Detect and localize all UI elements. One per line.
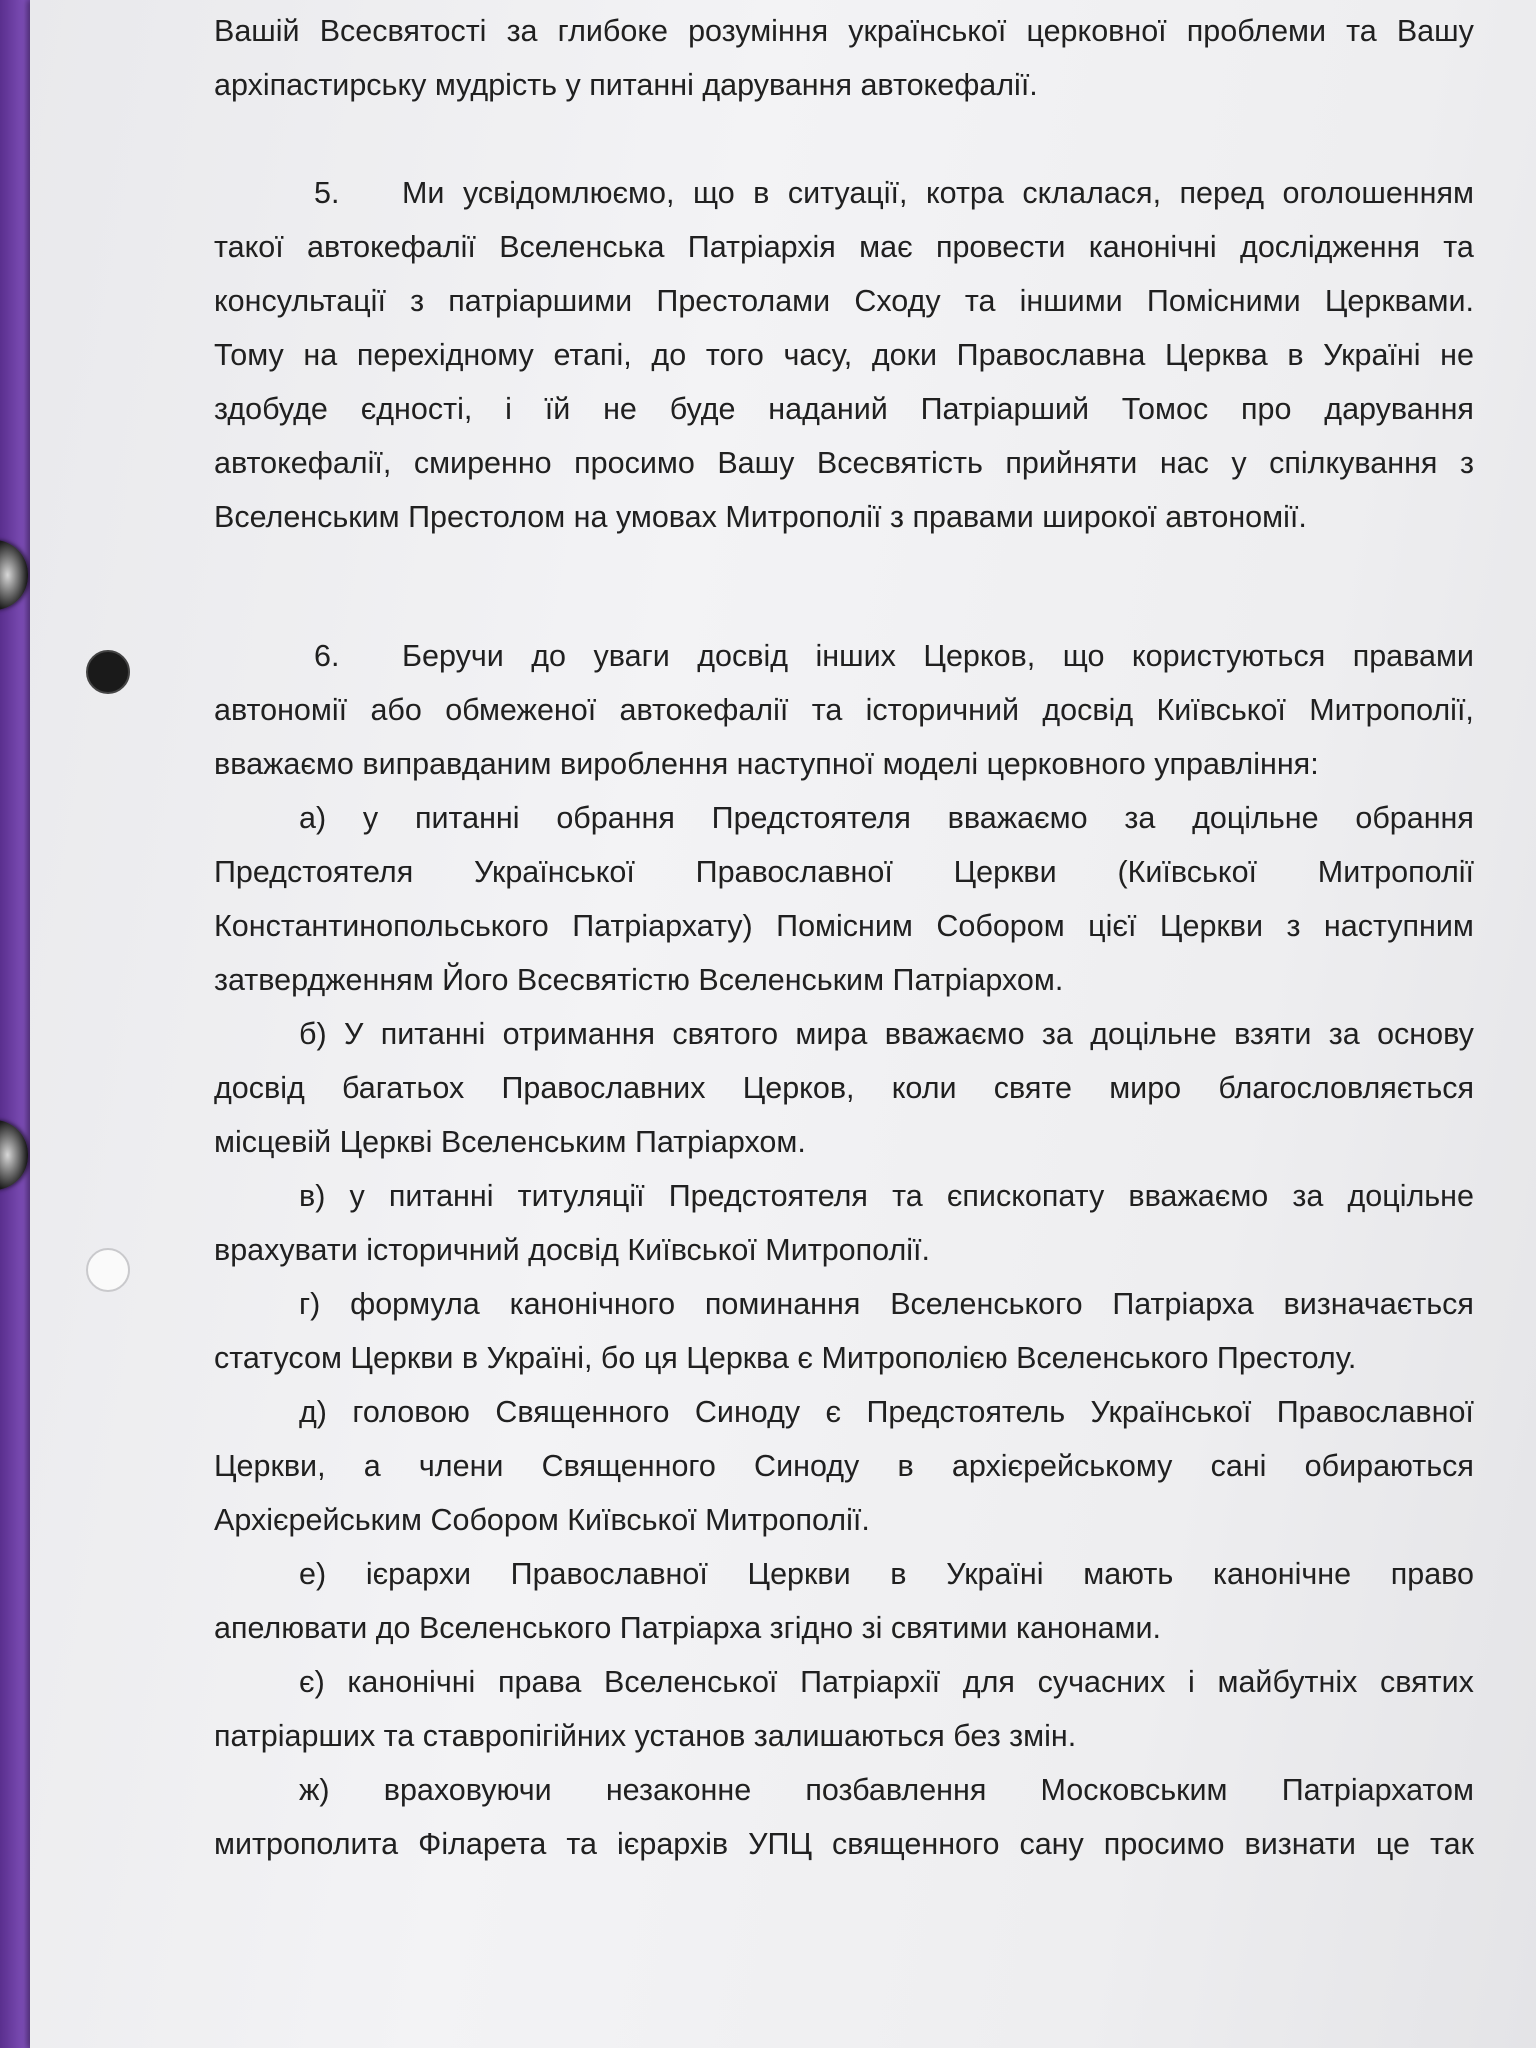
text-line: такої автокефалії Вселенська Патріархія має провести канонічні дослідження та xyxy=(214,230,1474,264)
text-line: здобуде єдності, і їй не буде наданий Патріарший Томос про дарування xyxy=(214,392,1474,426)
text-line: вважаємо виправданим вироблення наступної моделі церковного управління: xyxy=(214,747,1319,781)
paragraph-6-first-line xyxy=(214,629,1474,683)
text-line: Константинопольського Патріархату) Помісним Собором цієї Церкви з наступним xyxy=(214,909,1474,943)
text-line: Вашій Всесвятості за глибоке розуміння української церковної проблеми та Вашу xyxy=(214,14,1474,48)
document-text xyxy=(214,0,1474,1871)
text-line: апелювати до Вселенського Патріарха згідно зі святими канонами. xyxy=(214,1611,1162,1645)
text-line: автономії або обмеженої автокефалії та історичний досвід Київської Митрополії, xyxy=(214,693,1474,727)
text-line: в) у питанні титуляції Предстоятеля та єпископату вважаємо за доцільне xyxy=(299,1179,1474,1213)
text-line: Тому на перехідному етапі, до того часу, доки Православна Церква в Україні не xyxy=(214,338,1474,372)
text-line: архіпастирську мудрість у питанні дарування автокефалії. xyxy=(214,68,1038,102)
text-line: д) головою Священного Синоду є Предстоятель Української Православної xyxy=(299,1395,1474,1429)
text-line: досвід багатьох Православних Церков, коли святе миро благословляється xyxy=(214,1071,1474,1105)
text-line: Предстоятеля Української Православної Церкви (Київської Митрополії xyxy=(214,855,1474,889)
paragraph-5-first-line xyxy=(214,166,1474,220)
text-line: б) У питанні отримання святого мира вважаємо за доцільне взяти за основу xyxy=(299,1017,1474,1051)
text-line: а) у питанні обрання Предстоятеля вважаємо за доцільне обрання xyxy=(299,801,1474,835)
punch-hole xyxy=(86,1248,130,1292)
text-line: затвердженням Його Всесвятістю Вселенським Патріархом. xyxy=(214,963,1064,997)
text-line: Вселенським Престолом на умовах Митрополії з правами широкої автономії. xyxy=(214,500,1307,534)
text-line: врахувати історичний досвід Київської Митрополії. xyxy=(214,1233,930,1267)
text-line: автокефалії, смиренно просимо Вашу Всесвятість прийняти нас у спілкування з xyxy=(214,446,1474,480)
text-line: е) ієрархи Православної Церкви в Україні мають канонічне право xyxy=(299,1557,1474,1591)
text-line: Архієрейським Собором Київської Митрополії. xyxy=(214,1503,870,1537)
text-line: г) формула канонічного поминання Вселенського Патріарха визначається xyxy=(299,1287,1474,1321)
paragraph-number: 6. xyxy=(314,639,340,673)
text-line: патріарших та ставропігійних установ залишаються без змін. xyxy=(214,1719,1077,1753)
text-line: Беручи до уваги досвід інших Церков, що користуються правами xyxy=(402,639,1474,673)
text-line: статусом Церкви в Україні, бо ця Церква є Митрополією Вселенського Престолу. xyxy=(214,1341,1357,1375)
text-line: митрополита Філарета та ієрархів УПЦ священного сану просимо визнати це так xyxy=(214,1827,1474,1861)
text-line: Ми усвідомлюємо, що в ситуації, котра склалася, перед оголошенням xyxy=(402,176,1474,210)
text-line: є) канонічні права Вселенської Патріархії для сучасних і майбутніх святих xyxy=(299,1665,1474,1699)
text-line: місцевій Церкві Вселенським Патріархом. xyxy=(214,1125,806,1159)
document-page xyxy=(30,0,1536,2048)
text-line: Церкви, а члени Священного Синоду в архієрейському сані обираються xyxy=(214,1449,1474,1483)
text-line: консультації з патріаршими Престолами Сходу та іншими Помісними Церквами. xyxy=(214,284,1474,318)
paragraph-number: 5. xyxy=(314,176,340,210)
punch-hole xyxy=(86,650,130,694)
text-line: ж) враховуючи незаконне позбавлення Московським Патріархатом xyxy=(299,1773,1474,1807)
